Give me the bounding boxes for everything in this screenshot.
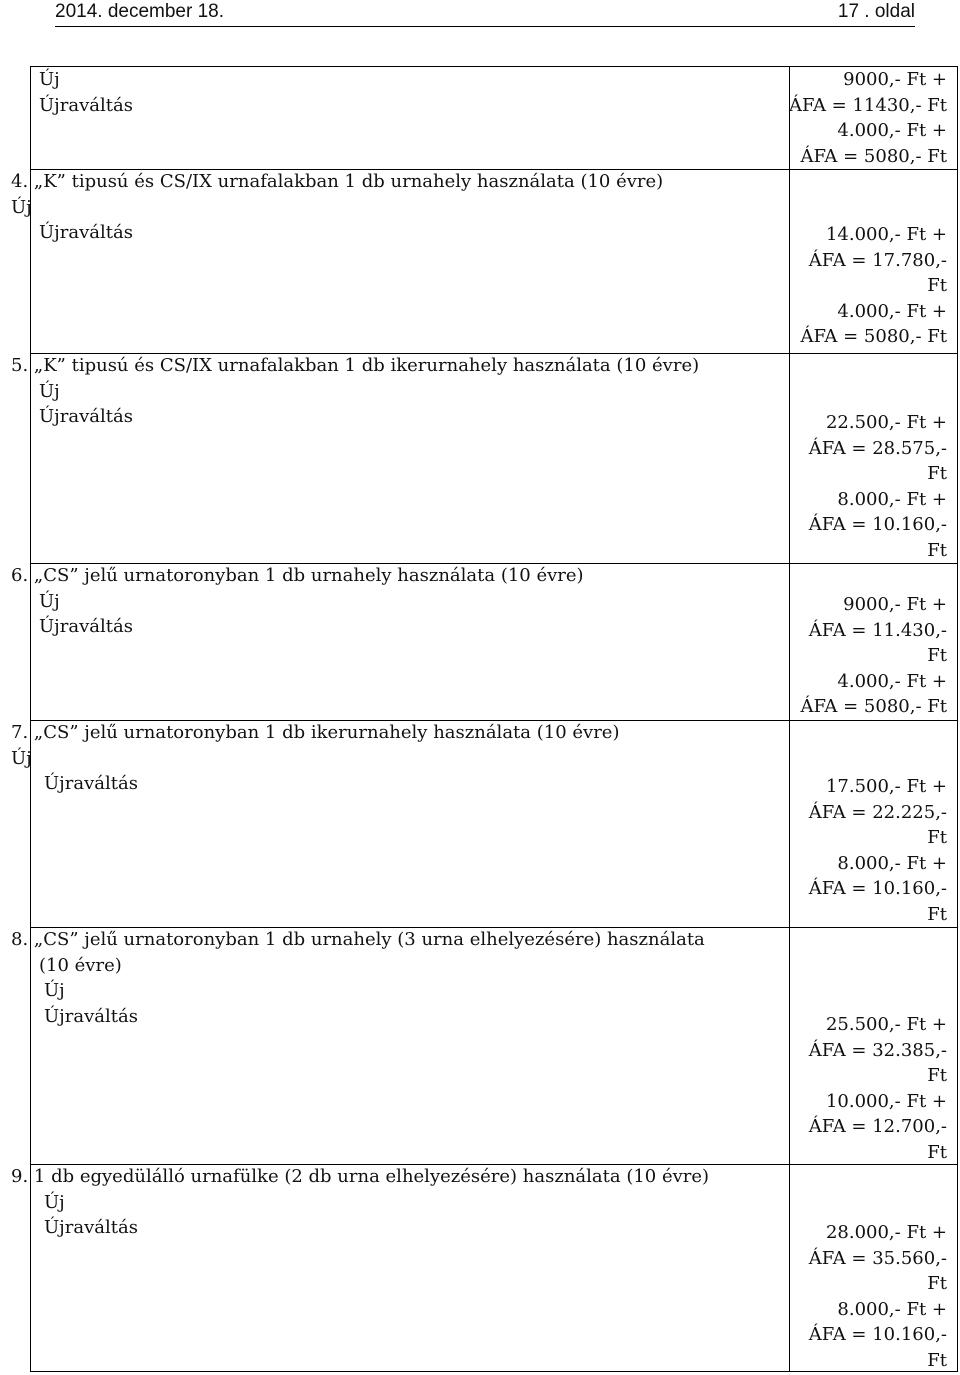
price-line: ÁFA = 5080,- Ft [800,326,947,347]
price-line: Ft [927,1065,947,1086]
price-line: ÁFA = 10.160,- [808,514,947,535]
price-line: 9000,- Ft + [843,69,947,90]
price-line: Ft [927,463,947,484]
price-line: ÁFA = 12.700,- [808,1116,947,1137]
price-line: ÁFA = 11.430,- [808,619,947,641]
row-title-continued: (10 évre) [39,954,122,976]
price-line: 25.500,- Ft + [825,1014,947,1035]
price-line: Ft [927,645,947,666]
price-line: 17.500,- Ft + [825,776,947,797]
price-line: Ft [927,903,947,925]
price-line: 10.000,- Ft + [825,1090,947,1112]
price-line: 4.000,- Ft + [837,300,947,322]
price-line: 9000,- Ft + [843,594,947,615]
price-line: ÁFA = 28.575,- [808,437,947,459]
price-line: Ft [927,1141,947,1163]
price-table [11,66,958,1372]
price-line: ÁFA = 10.160,- [808,1324,947,1345]
price-line: ÁFA = 22.225,- [808,801,947,823]
row-title: 5. „K” tipusú és CS/IX urnafalakban 1 db ikerurnahely használata (10 évre) [11,355,700,376]
row-label-renewal: Újraváltás [44,1005,138,1027]
row-label-renewal: Újraváltás [39,406,133,427]
row-label-renewal: Újraváltás [44,773,138,794]
row-label-new: Új [11,196,32,218]
price-line: 8.000,- Ft + [837,852,947,874]
price-line: 8.000,- Ft + [837,1298,947,1320]
row-title: 8. „CS” jelű urnatoronyban 1 db urnahely (3 urna elhelyezésére) használata [11,929,705,950]
row-label-renewal: Újraváltás [39,222,133,243]
row-label-renewal: Újraváltás [39,616,133,637]
price-line: Ft [927,275,947,296]
price-line: 4.000,- Ft + [837,120,947,141]
column-divider [789,67,790,1371]
row-title: 6. „CS” jelű urnatoronyban 1 db urnahely használata (10 évre) [11,565,584,586]
price-line: 14.000,- Ft + [825,224,947,245]
price-line: ÁFA = 5080,- Ft [800,145,947,167]
row-label-new: Új [44,980,65,1001]
price-line: ÁFA = 11430,- Ft [789,94,947,116]
row-label-new: Új [39,380,60,402]
row-label-new: Új [44,1191,65,1213]
row-label-renewal: Újraváltás [44,1217,138,1238]
row-label-renewal: Újraváltás [39,94,133,116]
price-line: Ft [927,1273,947,1294]
price-line: ÁFA = 32.385,- [808,1039,947,1061]
price-line: Ft [927,539,947,561]
price-line: ÁFA = 17.780,- [808,249,947,271]
row-title: 4. „K” tipusú és CS/IX urnafalakban 1 db urnahely használata (10 évre) [11,171,664,192]
header-date: 2014. december 18. [55,1,225,22]
row-label-new: Új [39,69,60,90]
row-title: 7. „CS” jelű urnatoronyban 1 db ikerurnahely használata (10 évre) [11,722,620,743]
page-header [55,0,915,27]
price-line: 4.000,- Ft + [837,670,947,692]
price-line: ÁFA = 35.560,- [808,1247,947,1269]
price-line: 28.000,- Ft + [825,1222,947,1243]
price-line: 22.500,- Ft + [825,412,947,433]
price-line: ÁFA = 10.160,- [808,878,947,899]
price-line: ÁFA = 5080,- Ft [800,696,947,717]
price-line: Ft [927,827,947,848]
row-title: 9. 1 db egyedülálló urnafülke (2 db urna elhelyezésére) használata (10 évre) [11,1166,710,1187]
price-line: 8.000,- Ft + [837,488,947,510]
price-line: Ft [927,1349,947,1371]
row-label-new: Új [39,590,60,612]
row-label-new: Új [11,747,32,769]
header-page-number: 17 . oldal [837,1,915,22]
